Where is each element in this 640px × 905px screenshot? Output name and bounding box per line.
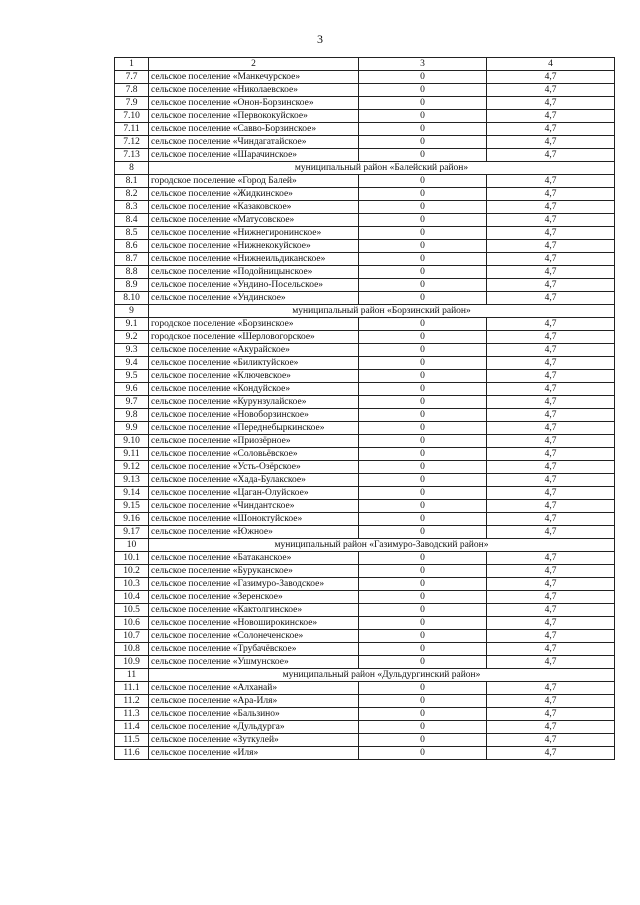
table-row bbox=[115, 513, 615, 526]
row-number: 9.12 bbox=[115, 461, 149, 474]
settlement-name: сельское поселение «Казаковское» bbox=[149, 201, 359, 214]
col3-value: 0 bbox=[359, 240, 487, 253]
row-number: 8.1 bbox=[115, 175, 149, 188]
table-row bbox=[115, 344, 615, 357]
row-number: 9.10 bbox=[115, 435, 149, 448]
table-row bbox=[115, 708, 615, 721]
col3-value: 0 bbox=[359, 409, 487, 422]
col4-value: 4,7 bbox=[487, 110, 615, 123]
table-row bbox=[115, 214, 615, 227]
col4-value: 4,7 bbox=[487, 630, 615, 643]
table-row bbox=[115, 630, 615, 643]
settlement-name: сельское поселение «Нижнекокуйское» bbox=[149, 240, 359, 253]
row-number: 10.1 bbox=[115, 552, 149, 565]
settlement-name: сельское поселение «Матусовское» bbox=[149, 214, 359, 227]
row-number: 11.5 bbox=[115, 734, 149, 747]
col3-value: 0 bbox=[359, 643, 487, 656]
row-number: 10.4 bbox=[115, 591, 149, 604]
col4-value: 4,7 bbox=[487, 461, 615, 474]
table-row bbox=[115, 422, 615, 435]
row-number: 11.2 bbox=[115, 695, 149, 708]
col3-value: 0 bbox=[359, 682, 487, 695]
settlement-name: сельское поселение «Акурайское» bbox=[149, 344, 359, 357]
settlement-name: сельское поселение «Жидкинское» bbox=[149, 188, 359, 201]
row-number: 8.2 bbox=[115, 188, 149, 201]
col3-value: 0 bbox=[359, 266, 487, 279]
table-row bbox=[115, 682, 615, 695]
table-row bbox=[115, 357, 615, 370]
col3-value: 0 bbox=[359, 97, 487, 110]
row-number: 11.3 bbox=[115, 708, 149, 721]
settlement-name: сельское поселение «Кондуйское» bbox=[149, 383, 359, 396]
table-row bbox=[115, 292, 615, 305]
row-number: 8.7 bbox=[115, 253, 149, 266]
settlement-name: сельское поселение «Ундино-Посельское» bbox=[149, 279, 359, 292]
settlement-name: сельское поселение «Переднебыркинское» bbox=[149, 422, 359, 435]
col4-value: 4,7 bbox=[487, 656, 615, 669]
table-row bbox=[115, 175, 615, 188]
col3-value: 0 bbox=[359, 604, 487, 617]
row-number: 8.6 bbox=[115, 240, 149, 253]
row-number: 7.12 bbox=[115, 136, 149, 149]
col4-value: 4,7 bbox=[487, 526, 615, 539]
col4-value: 4,7 bbox=[487, 487, 615, 500]
settlement-name: сельское поселение «Зеренское» bbox=[149, 591, 359, 604]
table-row bbox=[115, 97, 615, 110]
settlement-name: сельское поселение «Савво-Борзинское» bbox=[149, 123, 359, 136]
settlement-name: сельское поселение «Нижнеильдиканское» bbox=[149, 253, 359, 266]
settlement-name: сельское поселение «Чиндантское» bbox=[149, 500, 359, 513]
col4-value: 4,7 bbox=[487, 695, 615, 708]
row-number: 9.13 bbox=[115, 474, 149, 487]
col3-value: 0 bbox=[359, 149, 487, 162]
section-title: муниципальный район «Газимуро-Заводский район» bbox=[149, 539, 615, 552]
table-row bbox=[115, 734, 615, 747]
settlement-name: сельское поселение «Шоноктуйское» bbox=[149, 513, 359, 526]
section-row bbox=[115, 162, 615, 175]
table-row bbox=[115, 396, 615, 409]
row-number: 9.4 bbox=[115, 357, 149, 370]
col4-value: 4,7 bbox=[487, 682, 615, 695]
row-number: 7.8 bbox=[115, 84, 149, 97]
col4-value: 4,7 bbox=[487, 240, 615, 253]
col3-value: 0 bbox=[359, 747, 487, 760]
col3-value: 0 bbox=[359, 318, 487, 331]
settlement-name: сельское поселение «Дульдурга» bbox=[149, 721, 359, 734]
table-row bbox=[115, 318, 615, 331]
settlement-name: сельское поселение «Онон-Борзинское» bbox=[149, 97, 359, 110]
row-number: 8.3 bbox=[115, 201, 149, 214]
row-number: 8 bbox=[115, 162, 149, 175]
col4-value: 4,7 bbox=[487, 188, 615, 201]
col4-value: 4,7 bbox=[487, 71, 615, 84]
table-row bbox=[115, 461, 615, 474]
row-number: 9.2 bbox=[115, 331, 149, 344]
table-row bbox=[115, 253, 615, 266]
row-number: 7.7 bbox=[115, 71, 149, 84]
col4-value: 4,7 bbox=[487, 435, 615, 448]
col4-value: 4,7 bbox=[487, 266, 615, 279]
col3-value: 0 bbox=[359, 474, 487, 487]
section-row bbox=[115, 539, 615, 552]
col3-value: 0 bbox=[359, 422, 487, 435]
col3-value: 0 bbox=[359, 110, 487, 123]
col4-value: 4,7 bbox=[487, 734, 615, 747]
col4-value: 4,7 bbox=[487, 357, 615, 370]
row-number: 9.11 bbox=[115, 448, 149, 461]
row-number: 9.5 bbox=[115, 370, 149, 383]
settlement-name: сельское поселение «Кактолгинское» bbox=[149, 604, 359, 617]
row-number: 9.3 bbox=[115, 344, 149, 357]
table-row bbox=[115, 370, 615, 383]
settlement-name: сельское поселение «Курунзулайское» bbox=[149, 396, 359, 409]
row-number: 7.10 bbox=[115, 110, 149, 123]
col4-value: 4,7 bbox=[487, 513, 615, 526]
section-row bbox=[115, 669, 615, 682]
settlement-name: сельское поселение «Цаган-Олуйское» bbox=[149, 487, 359, 500]
col3-value: 0 bbox=[359, 578, 487, 591]
col4-value: 4,7 bbox=[487, 747, 615, 760]
table-row bbox=[115, 266, 615, 279]
settlement-name: сельское поселение «Солонеченское» bbox=[149, 630, 359, 643]
row-number: 10.3 bbox=[115, 578, 149, 591]
col4-value: 4,7 bbox=[487, 292, 615, 305]
col4-value: 4,7 bbox=[487, 123, 615, 136]
table-row bbox=[115, 578, 615, 591]
row-number: 9.7 bbox=[115, 396, 149, 409]
data-table bbox=[114, 57, 615, 760]
table-header bbox=[115, 58, 615, 71]
col3-value: 0 bbox=[359, 292, 487, 305]
table-row bbox=[115, 331, 615, 344]
table-row bbox=[115, 201, 615, 214]
row-number: 11.1 bbox=[115, 682, 149, 695]
col4-value: 4,7 bbox=[487, 175, 615, 188]
col3-value: 0 bbox=[359, 591, 487, 604]
col3-value: 0 bbox=[359, 656, 487, 669]
col3-value: 0 bbox=[359, 136, 487, 149]
row-number: 8.9 bbox=[115, 279, 149, 292]
table-row bbox=[115, 136, 615, 149]
col3-value: 0 bbox=[359, 513, 487, 526]
col3-value: 0 bbox=[359, 344, 487, 357]
col4-value: 4,7 bbox=[487, 617, 615, 630]
row-number: 10.9 bbox=[115, 656, 149, 669]
row-number: 9 bbox=[115, 305, 149, 318]
col4-value: 4,7 bbox=[487, 370, 615, 383]
col3-value: 0 bbox=[359, 552, 487, 565]
table-row bbox=[115, 721, 615, 734]
row-number: 7.13 bbox=[115, 149, 149, 162]
col4-value: 4,7 bbox=[487, 474, 615, 487]
table-row bbox=[115, 474, 615, 487]
row-number: 10 bbox=[115, 539, 149, 552]
settlement-name: сельское поселение «Буруканское» bbox=[149, 565, 359, 578]
section-row bbox=[115, 305, 615, 318]
col3-value: 0 bbox=[359, 487, 487, 500]
settlement-name: сельское поселение «Зуткулей» bbox=[149, 734, 359, 747]
settlement-name: сельское поселение «Шарачинское» bbox=[149, 149, 359, 162]
table-row bbox=[115, 643, 615, 656]
page-number: 3 bbox=[317, 32, 323, 46]
col4-value: 4,7 bbox=[487, 318, 615, 331]
col4-value: 4,7 bbox=[487, 214, 615, 227]
col3-value: 0 bbox=[359, 617, 487, 630]
row-number: 9.9 bbox=[115, 422, 149, 435]
col3-value: 0 bbox=[359, 253, 487, 266]
col3-value: 0 bbox=[359, 721, 487, 734]
row-number: 7.9 bbox=[115, 97, 149, 110]
settlement-name: сельское поселение «Николаевское» bbox=[149, 84, 359, 97]
col3-value: 0 bbox=[359, 357, 487, 370]
col4-value: 4,7 bbox=[487, 591, 615, 604]
col3-value: 0 bbox=[359, 396, 487, 409]
settlement-name: сельское поселение «Чиндагатайское» bbox=[149, 136, 359, 149]
settlement-name: сельское поселение «Южное» bbox=[149, 526, 359, 539]
table-row bbox=[115, 500, 615, 513]
col3-value: 0 bbox=[359, 188, 487, 201]
settlement-name: сельское поселение «Приозёрное» bbox=[149, 435, 359, 448]
row-number: 9.14 bbox=[115, 487, 149, 500]
table-row bbox=[115, 188, 615, 201]
header-row bbox=[115, 58, 615, 71]
table-row bbox=[115, 84, 615, 97]
col3-value: 0 bbox=[359, 227, 487, 240]
col4-value: 4,7 bbox=[487, 422, 615, 435]
col3-value: 0 bbox=[359, 708, 487, 721]
row-number: 10.2 bbox=[115, 565, 149, 578]
col4-value: 4,7 bbox=[487, 331, 615, 344]
settlement-name: сельское поселение «Биликтуйское» bbox=[149, 357, 359, 370]
row-number: 9.6 bbox=[115, 383, 149, 396]
col4-value: 4,7 bbox=[487, 84, 615, 97]
col4-value: 4,7 bbox=[487, 279, 615, 292]
col4-value: 4,7 bbox=[487, 448, 615, 461]
col4-value: 4,7 bbox=[487, 383, 615, 396]
settlement-name: сельское поселение «Ушмунское» bbox=[149, 656, 359, 669]
settlement-name: городское поселение «Город Балей» bbox=[149, 175, 359, 188]
table-row bbox=[115, 695, 615, 708]
settlement-name: сельское поселение «Трубачёвское» bbox=[149, 643, 359, 656]
col4-value: 4,7 bbox=[487, 565, 615, 578]
row-number: 9.17 bbox=[115, 526, 149, 539]
table-row bbox=[115, 149, 615, 162]
col3-value: 0 bbox=[359, 500, 487, 513]
row-number: 9.8 bbox=[115, 409, 149, 422]
table-row bbox=[115, 240, 615, 253]
table-row bbox=[115, 409, 615, 422]
settlement-name: сельское поселение «Ключевское» bbox=[149, 370, 359, 383]
table-row bbox=[115, 617, 615, 630]
col4-value: 4,7 bbox=[487, 136, 615, 149]
col3-value: 0 bbox=[359, 331, 487, 344]
header-col-2: 2 bbox=[149, 58, 359, 71]
table-row bbox=[115, 227, 615, 240]
col4-value: 4,7 bbox=[487, 708, 615, 721]
settlement-name: сельское поселение «Соловьёвское» bbox=[149, 448, 359, 461]
section-title: муниципальный район «Дульдургинский район» bbox=[149, 669, 615, 682]
col3-value: 0 bbox=[359, 526, 487, 539]
row-number: 11.4 bbox=[115, 721, 149, 734]
col3-value: 0 bbox=[359, 84, 487, 97]
col3-value: 0 bbox=[359, 435, 487, 448]
table-row bbox=[115, 123, 615, 136]
settlement-name: сельское поселение «Усть-Озёрское» bbox=[149, 461, 359, 474]
col3-value: 0 bbox=[359, 370, 487, 383]
col3-value: 0 bbox=[359, 123, 487, 136]
section-title: муниципальный район «Борзинский район» bbox=[149, 305, 615, 318]
row-number: 8.8 bbox=[115, 266, 149, 279]
col3-value: 0 bbox=[359, 448, 487, 461]
col4-value: 4,7 bbox=[487, 149, 615, 162]
table-row bbox=[115, 487, 615, 500]
settlement-name: сельское поселение «Манкечурское» bbox=[149, 71, 359, 84]
settlement-name: сельское поселение «Подойницынское» bbox=[149, 266, 359, 279]
row-number: 10.5 bbox=[115, 604, 149, 617]
col4-value: 4,7 bbox=[487, 500, 615, 513]
header-col-4: 4 bbox=[487, 58, 615, 71]
col3-value: 0 bbox=[359, 383, 487, 396]
col4-value: 4,7 bbox=[487, 227, 615, 240]
table-row bbox=[115, 435, 615, 448]
table-row bbox=[115, 526, 615, 539]
section-title: муниципальный район «Балейский район» bbox=[149, 162, 615, 175]
settlement-name: городское поселение «Борзинское» bbox=[149, 318, 359, 331]
row-number: 11.6 bbox=[115, 747, 149, 760]
col4-value: 4,7 bbox=[487, 201, 615, 214]
settlement-name: сельское поселение «Ундинское» bbox=[149, 292, 359, 305]
col3-value: 0 bbox=[359, 71, 487, 84]
col3-value: 0 bbox=[359, 734, 487, 747]
col3-value: 0 bbox=[359, 279, 487, 292]
settlement-name: городское поселение «Шерловогорское» bbox=[149, 331, 359, 344]
header-col-3: 3 bbox=[359, 58, 487, 71]
table-row bbox=[115, 71, 615, 84]
col3-value: 0 bbox=[359, 201, 487, 214]
col3-value: 0 bbox=[359, 630, 487, 643]
col3-value: 0 bbox=[359, 175, 487, 188]
row-number: 8.5 bbox=[115, 227, 149, 240]
table-row bbox=[115, 565, 615, 578]
col3-value: 0 bbox=[359, 565, 487, 578]
row-number: 7.11 bbox=[115, 123, 149, 136]
settlement-name: сельское поселение «Газимуро-Заводское» bbox=[149, 578, 359, 591]
settlement-name: сельское поселение «Хада-Булакское» bbox=[149, 474, 359, 487]
table-row bbox=[115, 279, 615, 292]
settlement-name: сельское поселение «Нижнегиронинское» bbox=[149, 227, 359, 240]
col4-value: 4,7 bbox=[487, 578, 615, 591]
settlement-name: сельское поселение «Батаканское» bbox=[149, 552, 359, 565]
col4-value: 4,7 bbox=[487, 643, 615, 656]
settlement-name: сельское поселение «Новоборзинское» bbox=[149, 409, 359, 422]
col3-value: 0 bbox=[359, 214, 487, 227]
col4-value: 4,7 bbox=[487, 721, 615, 734]
col3-value: 0 bbox=[359, 695, 487, 708]
col4-value: 4,7 bbox=[487, 552, 615, 565]
row-number: 10.7 bbox=[115, 630, 149, 643]
row-number: 11 bbox=[115, 669, 149, 682]
row-number: 9.15 bbox=[115, 500, 149, 513]
settlement-name: сельское поселение «Алханай» bbox=[149, 682, 359, 695]
row-number: 10.8 bbox=[115, 643, 149, 656]
table-row bbox=[115, 591, 615, 604]
row-number: 8.4 bbox=[115, 214, 149, 227]
table-row bbox=[115, 656, 615, 669]
settlement-name: сельское поселение «Иля» bbox=[149, 747, 359, 760]
table-row bbox=[115, 383, 615, 396]
col4-value: 4,7 bbox=[487, 396, 615, 409]
table-body bbox=[115, 71, 615, 760]
col4-value: 4,7 bbox=[487, 253, 615, 266]
col4-value: 4,7 bbox=[487, 97, 615, 110]
header-col-1: 1 bbox=[115, 58, 149, 71]
settlement-name: сельское поселение «Первококуйское» bbox=[149, 110, 359, 123]
table-row bbox=[115, 747, 615, 760]
col4-value: 4,7 bbox=[487, 604, 615, 617]
table-row bbox=[115, 110, 615, 123]
table-row bbox=[115, 552, 615, 565]
col4-value: 4,7 bbox=[487, 409, 615, 422]
col3-value: 0 bbox=[359, 461, 487, 474]
row-number: 10.6 bbox=[115, 617, 149, 630]
settlement-name: сельское поселение «Новоширокинское» bbox=[149, 617, 359, 630]
row-number: 9.1 bbox=[115, 318, 149, 331]
row-number: 9.16 bbox=[115, 513, 149, 526]
table-row bbox=[115, 604, 615, 617]
col4-value: 4,7 bbox=[487, 344, 615, 357]
table-row bbox=[115, 448, 615, 461]
settlement-name: сельское поселение «Ара-Иля» bbox=[149, 695, 359, 708]
row-number: 8.10 bbox=[115, 292, 149, 305]
settlement-name: сельское поселение «Бальзино» bbox=[149, 708, 359, 721]
